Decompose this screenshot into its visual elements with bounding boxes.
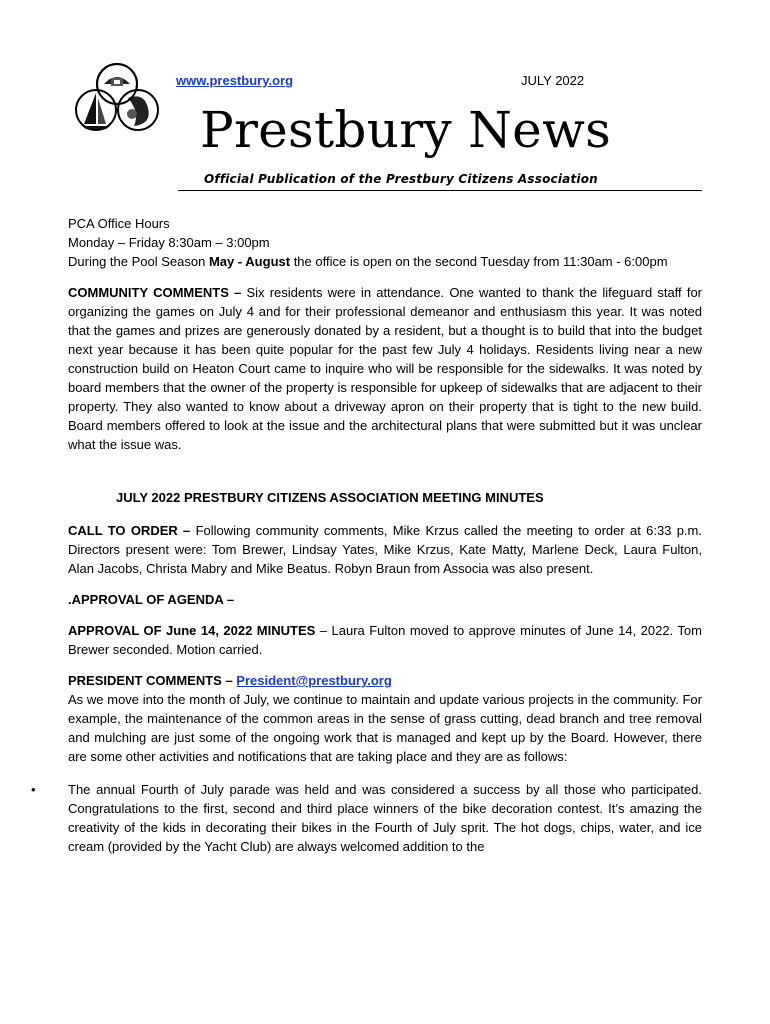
community-comments <box>68 283 702 454</box>
approval-of-minutes <box>68 621 702 659</box>
pool-hours-prefix: During the Pool Season <box>68 254 209 269</box>
bullet-text: The annual Fourth of July parade was held and was considered a success by all those who participated. Congratulations to the first, second and third place winners of the bike decoration contest. It’s amazing the creativity of the kids in decorating their bikes in the Fourth of July sprit. The hot dogs, chips, water, and ice cream (provided by the Yacht Club) are always welcomed addition to the <box>68 782 702 854</box>
pool-months: May - August <box>208 254 291 269</box>
call-to-order <box>68 521 702 578</box>
newsletter-body <box>31 214 702 856</box>
minutes-heading: JULY 2022 PRESTBURY CITIZENS ASSOCIATION MEETING MINUTES <box>116 490 544 505</box>
president-email-link[interactable]: President@prestbury.org <box>236 673 392 688</box>
president-comments-label: PRESIDENT COMMENTS – <box>68 673 237 688</box>
approval-agenda-label: .APPROVAL OF AGENDA – <box>68 592 235 607</box>
office-hours-title: PCA Office Hours <box>68 216 170 231</box>
issue-date: JULY 2022 <box>521 73 585 88</box>
prestbury-logo <box>74 62 160 136</box>
community-comments-text: Six residents were in attendance. One wanted to thank the lifeguard staff for organizing the games on July 4 and for their professional demeanor and enthusiasm this year. It was noted that the games and prizes are generously donated by a resident, but a thought is to build that into the budget next year because it has been quite popular for the past few July 4 holidays. Residents living near a new construction build on Heaton Court came to inquire who will be responsible for the sidewalks. It was noted by board members that the owner of the property is responsible for upkeep of sidewalks that are adjacent to their property. They also wanted to know about a driveway apron on their property that is tight to the new build. Board members offered to look at the issue and the architectural plans that were submitted but it was unclear what the issue was. <box>68 285 702 452</box>
list-item <box>31 780 702 856</box>
president-comments-text: As we move into the month of July, we continue to maintain and update various projects in the community. For example, the maintenance of the common areas in the sense of grass cutting, dead branch and tree removal and mulching are just some of the ongoing work that is managed and kept up by the Board. However, there are some other activities and notifications that are taking place and they are as follows: <box>68 692 702 764</box>
president-comments <box>68 671 702 766</box>
office-hours <box>68 214 702 271</box>
website-link[interactable]: www.prestbury.org <box>176 73 294 88</box>
bullet-marker: • <box>31 782 36 797</box>
community-comments-label: COMMUNITY COMMENTS – <box>68 285 242 300</box>
approval-minutes-text: – Laura Fulton moved to approve minutes of June 14, 2022. Tom Brewer seconded. Motion carried. <box>68 623 702 657</box>
header-rule <box>178 190 702 191</box>
approval-minutes-label: APPROVAL OF June 14, 2022 MINUTES <box>68 623 316 638</box>
office-hours-weekday: Monday – Friday 8:30am – 3:00pm <box>68 235 270 250</box>
tagline: Official Publication of the Prestbury Citizens Association <box>204 172 598 186</box>
pool-hours-suffix: the office is open on the second Tuesday from 11:30am - 6:00pm <box>290 254 668 269</box>
call-to-order-label: CALL TO ORDER – <box>68 523 191 538</box>
approval-of-agenda <box>68 590 702 609</box>
call-to-order-text: Following community comments, Mike Krzus called the meeting to order at 6:33 p.m. Directors present were: Tom Brewer, Lindsay Yates, Mike Krzus, Kate Matty, Marlene Deck, Laura Fulton, Alan Jacobs, Christa Mabry and Mike Beatus. Robyn Braun from Associa was also present. <box>68 523 702 576</box>
masthead-title: Prestbury News <box>200 101 612 159</box>
bullet-list <box>31 780 702 856</box>
